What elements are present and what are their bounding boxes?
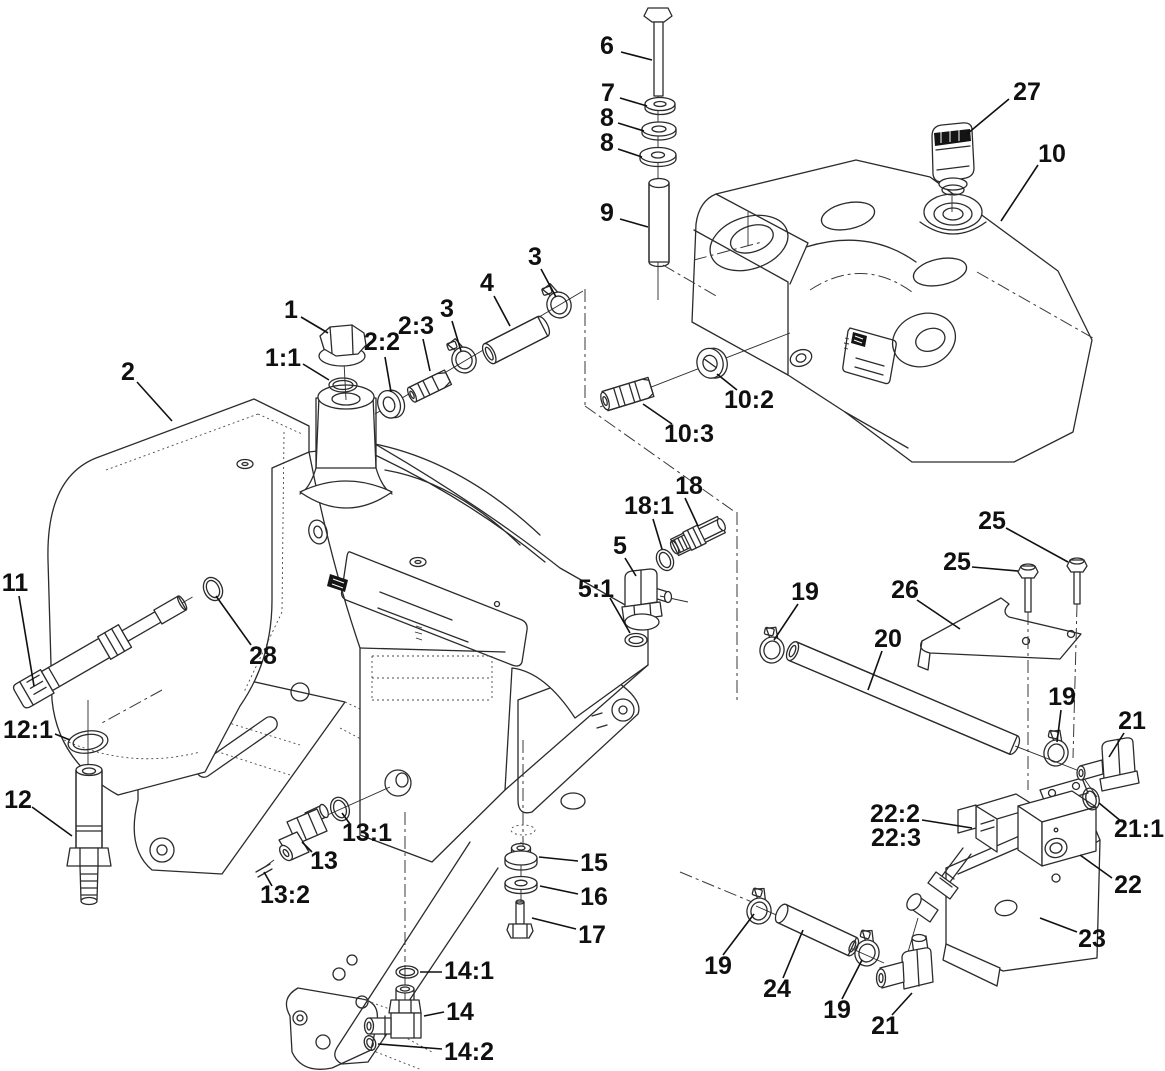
callout-leader-16	[540, 886, 578, 894]
callout-11-21: 11	[1, 569, 29, 597]
callout-8-2: 8	[600, 104, 614, 132]
callout-5-19: 5	[613, 532, 627, 560]
reserve-tank	[692, 160, 1092, 462]
callout-10:3-15: 10:3	[663, 420, 715, 448]
callout-1-7: 1	[284, 296, 298, 324]
callout-19-34: 19	[704, 952, 732, 980]
callout-18:1-18: 18:1	[623, 492, 675, 520]
callout-24-35: 24	[763, 975, 791, 1003]
fitting-18	[668, 514, 729, 557]
callout-20-49: 20	[874, 625, 902, 653]
clamp-19	[1042, 728, 1073, 768]
callout-10:2-16: 10:2	[723, 386, 775, 414]
callout-2:2-10: 2:2	[363, 328, 401, 356]
callout-leader-25	[1006, 528, 1068, 562]
callout-leader-26	[917, 600, 960, 629]
callout-leader-8	[618, 149, 642, 157]
callout-leader-14:2	[378, 1044, 442, 1049]
callout-leader-18	[685, 498, 698, 526]
callout-13:2-27: 13:2	[259, 881, 311, 909]
callout-13:1-25: 13:1	[341, 819, 393, 847]
callout-19-43: 19	[1048, 683, 1076, 711]
callout-21:1-40: 21:1	[1113, 815, 1165, 843]
callout-14:1-31: 14:1	[443, 957, 495, 985]
elbow-fitting-21	[877, 935, 934, 990]
callout-leader-17	[532, 918, 576, 929]
callout-15-28: 15	[580, 849, 608, 877]
callout-leader-14	[424, 1012, 444, 1016]
callout-22-41: 22	[1114, 871, 1142, 899]
callout-8-3: 8	[600, 129, 614, 157]
callout-21-44: 21	[1118, 707, 1146, 735]
bolt-25	[1067, 558, 1087, 604]
spacer-9	[649, 179, 669, 267]
callout-leader-9	[620, 219, 648, 227]
callout-leader-4	[494, 296, 510, 326]
callout-leader-2:3	[423, 339, 430, 371]
callout-3-12: 3	[440, 295, 454, 323]
hose-4	[480, 314, 552, 365]
callout-leader-1	[301, 317, 328, 333]
callout-7-1: 7	[601, 79, 615, 107]
bracket-26	[918, 598, 1081, 670]
callout-26-46: 26	[891, 576, 919, 604]
clamp-19	[758, 625, 789, 665]
callout-leader-19	[723, 914, 754, 955]
callout-17-30: 17	[578, 921, 606, 949]
callout-22:3-39: 22:3	[870, 824, 922, 852]
callout-leader-25	[972, 567, 1018, 571]
bolt-17	[507, 900, 533, 938]
oring-14-1	[396, 966, 418, 978]
callout-leader-12	[32, 807, 72, 836]
callout-leader-27	[967, 99, 1009, 134]
callout-leader-15	[539, 857, 578, 861]
pin-13-2	[256, 864, 272, 877]
callout-2-9: 2	[121, 358, 135, 386]
callout-25-47: 25	[943, 548, 971, 576]
callout-leader-2	[137, 382, 172, 421]
callout-leader-19	[774, 604, 798, 640]
hose-24	[773, 902, 861, 957]
callout-10-6: 10	[1038, 140, 1066, 168]
callout-19-45: 19	[791, 578, 819, 606]
callout-leader-1:1	[303, 364, 329, 380]
callout-21-37: 21	[871, 1012, 899, 1040]
callout-1:1-8: 1:1	[264, 344, 302, 372]
callout-27-5: 27	[1013, 78, 1041, 106]
callout-leader-7	[620, 98, 647, 106]
callout-2:3-11: 2:3	[397, 312, 435, 340]
callout-12-24: 12	[4, 786, 32, 814]
callout-leader-6	[621, 52, 652, 60]
elbow-fitting-21	[1077, 738, 1139, 791]
callout-9-4: 9	[600, 199, 614, 227]
hose-20	[784, 640, 1022, 756]
bolt-25	[1018, 564, 1038, 612]
callout-13-26: 13	[310, 847, 338, 875]
callout-leader-24	[783, 930, 803, 978]
callout-leader-10	[1001, 165, 1038, 221]
callout-4-13: 4	[480, 269, 494, 297]
callout-25-48: 25	[978, 507, 1006, 535]
callout-5:1-20: 5:1	[577, 575, 615, 603]
grommet-10-2	[694, 344, 731, 382]
callout-28-22: 28	[249, 642, 277, 670]
elbow-fitting-5	[622, 569, 672, 630]
callout-23-42: 23	[1078, 925, 1106, 953]
callout-14:2-33: 14:2	[443, 1038, 495, 1066]
callout-18-17: 18	[675, 472, 703, 500]
callout-leader-8	[618, 123, 644, 131]
clamp-3	[540, 279, 575, 321]
callout-6-0: 6	[600, 32, 614, 60]
callout-14-32: 14	[446, 998, 474, 1026]
callout-3-14: 3	[528, 243, 542, 271]
washer-7	[645, 98, 675, 115]
bolt-6	[644, 8, 672, 96]
fitting-2-3	[406, 370, 452, 403]
callout-leader-11	[19, 596, 34, 686]
washer-8a	[642, 122, 676, 140]
callout-leader-2:2	[385, 357, 391, 392]
callout-22:2-38: 22:2	[869, 800, 921, 828]
callout-leader-18:1	[653, 519, 662, 549]
callout-12:1-23: 12:1	[2, 716, 54, 744]
callout-19-36: 19	[823, 996, 851, 1024]
callout-leader-19	[842, 960, 862, 999]
callout-16-29: 16	[580, 883, 608, 911]
oring-14-2	[362, 1034, 377, 1052]
